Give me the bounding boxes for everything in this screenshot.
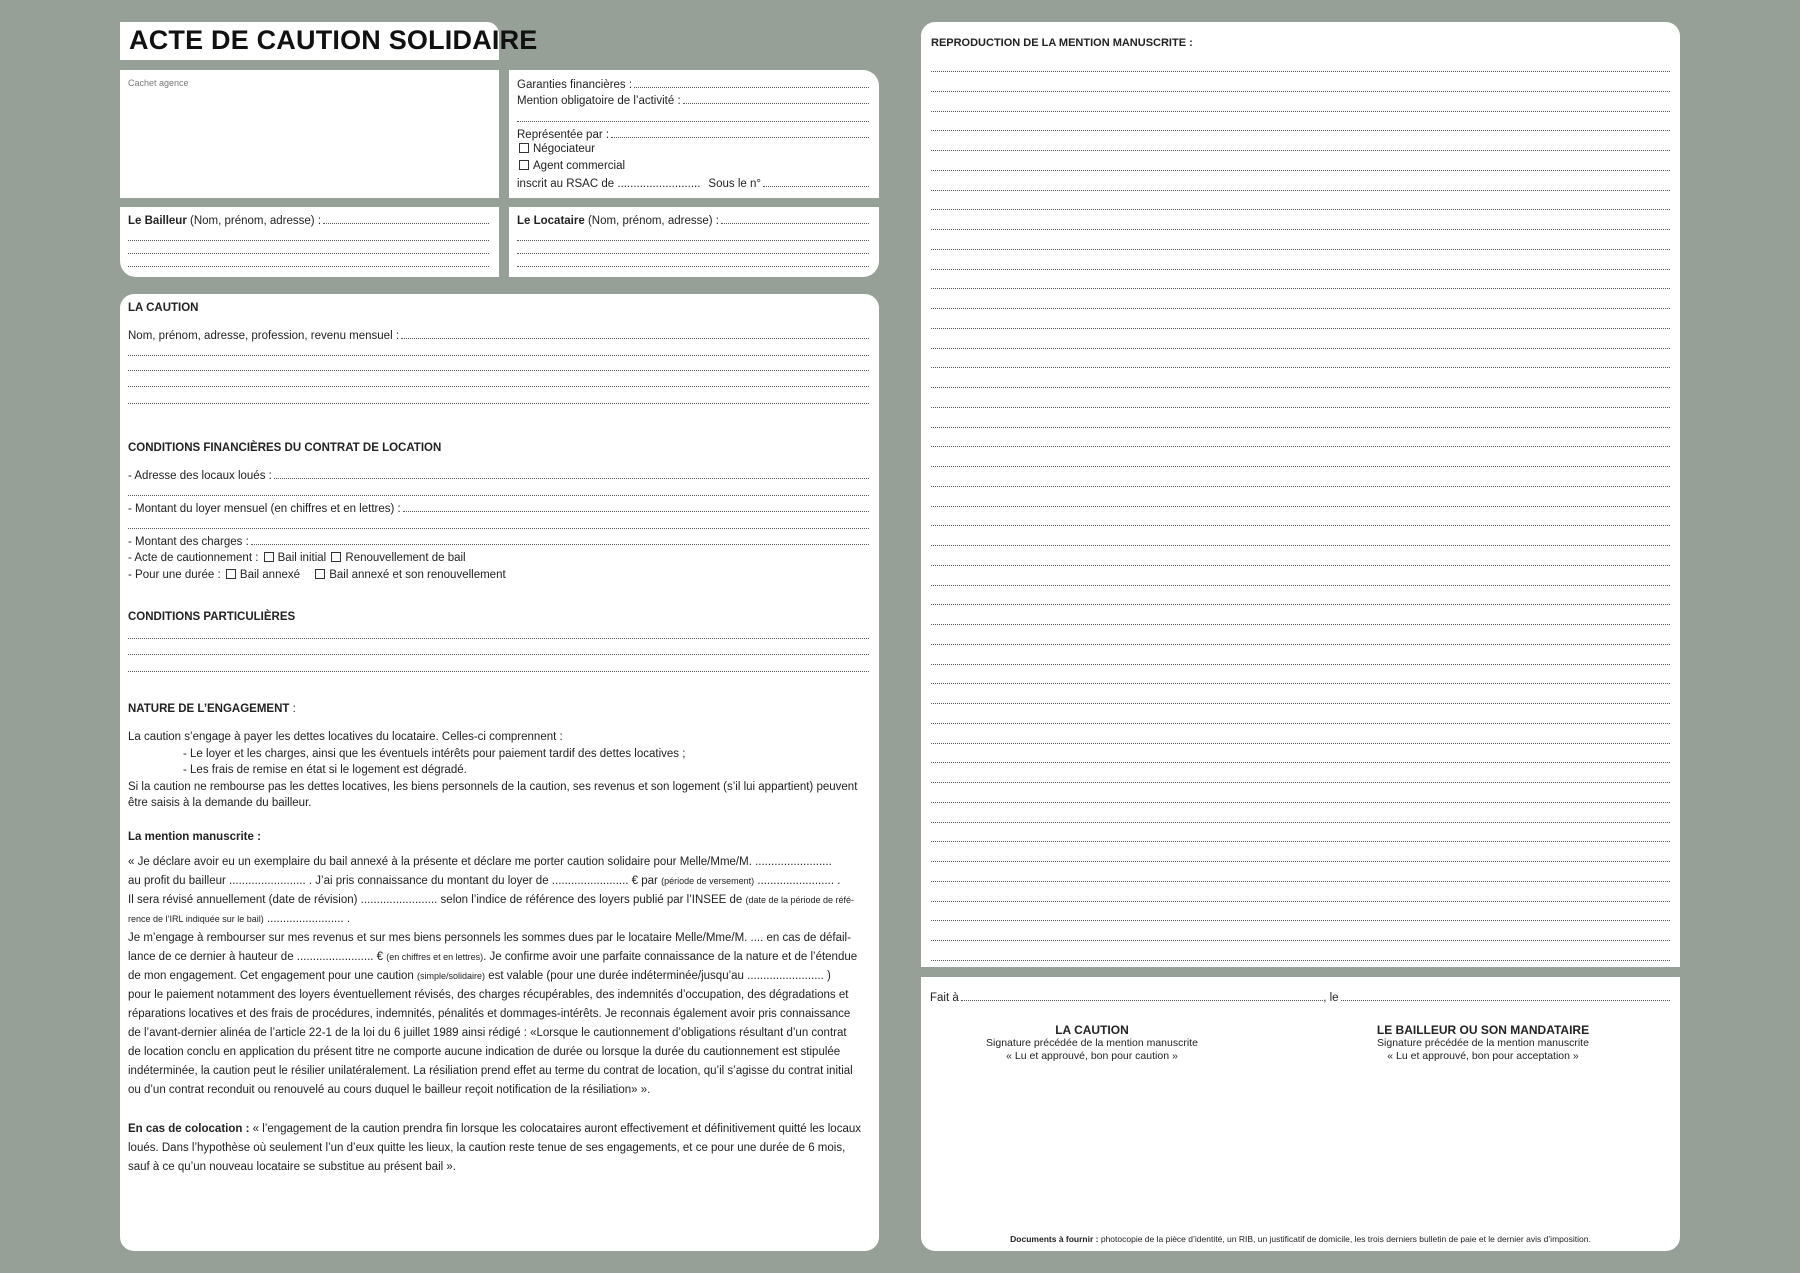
bail-annexe-renouv-checkbox[interactable] (315, 569, 325, 579)
handwriting-line[interactable] (931, 940, 1670, 941)
nature-engagement-text: La caution s’engage à payer les dettes locatives du locataire. Celles-ci comprennent : - Le loyer et les charges, ainsi que les éventuels intérêts pour paiement tardif des dettes locatives ; - Les frais de remise en état si le logement est dégradé. Si la caution ne rembourse pas les dettes locatives, les biens personnels de la caution, ses revenus et son logement (s’il lui appartient) peuvent être saisis à la demande du bailleur. (128, 731, 858, 809)
handwriting-line[interactable] (931, 841, 1670, 842)
charges-field[interactable]: - Montant des charges : (128, 534, 869, 548)
duree-row: - Pour une durée : Bail annexé Bail annexé et son renouvellement (128, 569, 506, 581)
dotted-line[interactable] (128, 638, 869, 639)
handwriting-line[interactable] (931, 644, 1670, 645)
main-form-panel (120, 294, 879, 1251)
dotted-line[interactable] (128, 528, 869, 529)
bail-annexe-checkbox[interactable] (226, 569, 236, 579)
dotted-line[interactable] (128, 253, 489, 254)
handwriting-line[interactable] (931, 506, 1670, 507)
handwriting-line[interactable] (931, 683, 1670, 684)
agency-stamp-label: Cachet agence (128, 78, 189, 88)
handwriting-line[interactable] (931, 802, 1670, 803)
handwriting-line[interactable] (931, 604, 1670, 605)
bailleur-box (120, 207, 499, 277)
negociateur-option[interactable]: Négociateur (517, 143, 595, 155)
handwriting-line[interactable] (931, 249, 1670, 250)
handwriting-line[interactable] (931, 861, 1670, 862)
documents-a-fournir: Documents à fournir : photocopie de la pièce d’identité, un RIB, un justificatif de domicile, les trois derniers bulletin de paie et le dernier avis d’imposition. (1010, 1234, 1591, 1244)
agency-info-box (509, 70, 879, 198)
handwriting-line[interactable] (931, 150, 1670, 151)
dotted-line[interactable] (128, 386, 869, 387)
checkbox[interactable] (519, 143, 529, 153)
handwriting-line[interactable] (931, 703, 1670, 704)
handwriting-line[interactable] (931, 170, 1670, 171)
dotted-line[interactable] (517, 253, 869, 254)
handwriting-line[interactable] (931, 545, 1670, 546)
bail-initial-checkbox[interactable] (264, 552, 274, 562)
checkbox[interactable] (519, 160, 529, 170)
caution-identity-field[interactable]: Nom, prénom, adresse, profession, revenu mensuel : (128, 328, 869, 342)
dotted-line[interactable] (128, 266, 489, 267)
conditions-particulieres-heading: CONDITIONS PARTICULIÈRES (128, 611, 296, 623)
dotted-line[interactable] (517, 121, 869, 122)
handwriting-line[interactable] (931, 209, 1670, 210)
dotted-line[interactable] (517, 240, 869, 241)
reproduction-panel (921, 22, 1680, 967)
signature-panel (921, 977, 1680, 1251)
handwriting-line[interactable] (931, 624, 1670, 625)
dotted-line[interactable] (128, 355, 869, 356)
renouvellement-checkbox[interactable] (331, 552, 341, 562)
representee-field[interactable]: Représentée par : (517, 127, 869, 141)
handwriting-line[interactable] (931, 664, 1670, 665)
handwriting-line[interactable] (931, 71, 1670, 72)
handwriting-line[interactable] (931, 407, 1670, 408)
locataire-box (509, 207, 879, 277)
handwriting-line[interactable] (931, 486, 1670, 487)
handwriting-line[interactable] (931, 525, 1670, 526)
colocation-text: En cas de colocation : « l’engagement de la caution prendra fin lorsque les colocataires auront effectivement et définitivement quitté les locaux loués. Dans l’hypothèse où seulement l’un d’eux quitte les lieux, la caution reste tenue de ses engagements, et ce pour une durée de 6 mois, sauf à ce qu’un nouveau locataire se substitue au présent bail ». (128, 1123, 861, 1173)
caution-heading: LA CAUTION (128, 302, 199, 314)
handwriting-line[interactable] (931, 367, 1670, 368)
nature-engagement-heading: NATURE DE L’ENGAGEMENT : (128, 703, 296, 715)
handwriting-line[interactable] (931, 762, 1670, 763)
handwriting-line[interactable] (931, 427, 1670, 428)
handwriting-line[interactable] (931, 446, 1670, 447)
handwriting-line[interactable] (931, 288, 1670, 289)
agent-option[interactable]: Agent commercial (517, 160, 625, 172)
handwriting-line[interactable] (931, 130, 1670, 131)
handwriting-line[interactable] (931, 111, 1670, 112)
handwriting-line[interactable] (931, 585, 1670, 586)
dotted-line[interactable] (128, 403, 869, 404)
garanties-field[interactable]: Garanties financières : (517, 77, 869, 91)
handwriting-line[interactable] (931, 822, 1670, 823)
rsac-field[interactable]: inscrit au RSAC de .......................... Sous le n° (517, 176, 869, 190)
dotted-line[interactable] (128, 654, 869, 655)
handwriting-line[interactable] (931, 348, 1670, 349)
bailleur-signature-block[interactable]: LE BAILLEUR OU SON MANDATAIRE Signature précédée de la mention manuscrite « Lu et approuvé, bon pour acceptation » (1376, 1023, 1590, 1062)
mention-activite-field[interactable]: Mention obligatoire de l’activité : (517, 93, 869, 107)
handwriting-line[interactable] (931, 328, 1670, 329)
handwriting-line[interactable] (931, 782, 1670, 783)
dotted-line[interactable] (128, 240, 489, 241)
mention-manuscrite-heading: La mention manuscrite : (128, 831, 261, 843)
adresse-locaux-field[interactable]: - Adresse des locaux loués : (128, 468, 869, 482)
fait-a-field[interactable]: Fait à , le (930, 990, 1670, 1004)
dotted-line[interactable] (128, 671, 869, 672)
reproduction-heading: REPRODUCTION DE LA MENTION MANUSCRITE : (931, 37, 1193, 49)
handwriting-line[interactable] (931, 565, 1670, 566)
caution-signature-block[interactable]: LA CAUTION Signature précédée de la mention manuscrite « Lu et approuvé, bon pour caution » (986, 1023, 1198, 1062)
document-title: ACTE DE CAUTION SOLIDAIRE (120, 22, 499, 60)
conditions-financieres-heading: CONDITIONS FINANCIÈRES DU CONTRAT DE LOCATION (128, 442, 442, 454)
handwriting-line[interactable] (931, 901, 1670, 902)
handwriting-line[interactable] (931, 466, 1670, 467)
mention-manuscrite-text: « Je déclare avoir eu un exemplaire du bail annexé à la présente et déclare me porter caution solidaire pour Melle/Mme/M. ........................ au profit du bailleur ........................ . J’ai pris connaissance du montant du loyer de ........................ € par (période de versement) ........................ . Il sera révisé annuellement (date de révision) ........................ selon l’indice de référence des loyers publié par l’INSEE de (date de la période de réfé- rence de l’IRL indiquée sur le bail) ........................ . Je m’engage à rembourser sur mes revenus et sur mes biens personnels les sommes dues par le locataire Melle/Mme/M. .... en cas de défail- lance de ce dernier à hauteur de ........................ € (en chiffres et en lettres). Je confirme avoir une parfaite connaissance de la nature et de l’étendue de mon engagement. Cet engagement pour une caution (simple/solidaire) est valable (pour une durée indéterminée/jusqu’au ........................ ) pour le paiement notamment des loyers éventuellement révisés, des charges récupérables, des indemnités d’occupation, des dégradations et réparations locatives et des frais de procédures, indemnités, pénalités et dommages-intérêts. Je reconnais également avoir pris connaissance de l’avant-dernier alinéa de l’article 22-1 de la loi du 6 juillet 1989 ainsi rédigé : «Lorsque le cautionnement d’obligations résultant d’un contrat de location conclu en application du présent titre ne comporte aucune indication de durée ou lorsque la durée du cautionnement est stipulée indéterminée, la caution peut le résilier unilatéralement. La résiliation prend effet au terme du contrat de location, qu’il s’agisse du contrat initial ou d’un contrat reconduit ou renouvelé au cours duquel le bailleur reçoit notification de la résiliation» ». (128, 856, 858, 1096)
bailleur-field[interactable]: Le Bailleur (Nom, prénom, adresse) : (128, 213, 489, 227)
locataire-field[interactable]: Le Locataire (Nom, prénom, adresse) : (517, 213, 869, 227)
handwriting-line[interactable] (931, 269, 1670, 270)
handwriting-line[interactable] (931, 190, 1670, 191)
handwriting-line[interactable] (931, 229, 1670, 230)
handwriting-line[interactable] (931, 920, 1670, 921)
loyer-field[interactable]: - Montant du loyer mensuel (en chiffres et en lettres) : (128, 501, 869, 515)
handwriting-line[interactable] (931, 387, 1670, 388)
handwriting-line[interactable] (931, 960, 1670, 961)
handwriting-line[interactable] (931, 91, 1670, 92)
dotted-line[interactable] (128, 370, 869, 371)
handwriting-line[interactable] (931, 881, 1670, 882)
handwriting-line[interactable] (931, 308, 1670, 309)
handwriting-line[interactable] (931, 743, 1670, 744)
agency-stamp-box[interactable] (120, 70, 499, 198)
dotted-line[interactable] (517, 266, 869, 267)
handwriting-line[interactable] (931, 723, 1670, 724)
dotted-line[interactable] (128, 495, 869, 496)
acte-cautionnement-row: - Acte de cautionnement : Bail initial Renouvellement de bail (128, 552, 466, 564)
